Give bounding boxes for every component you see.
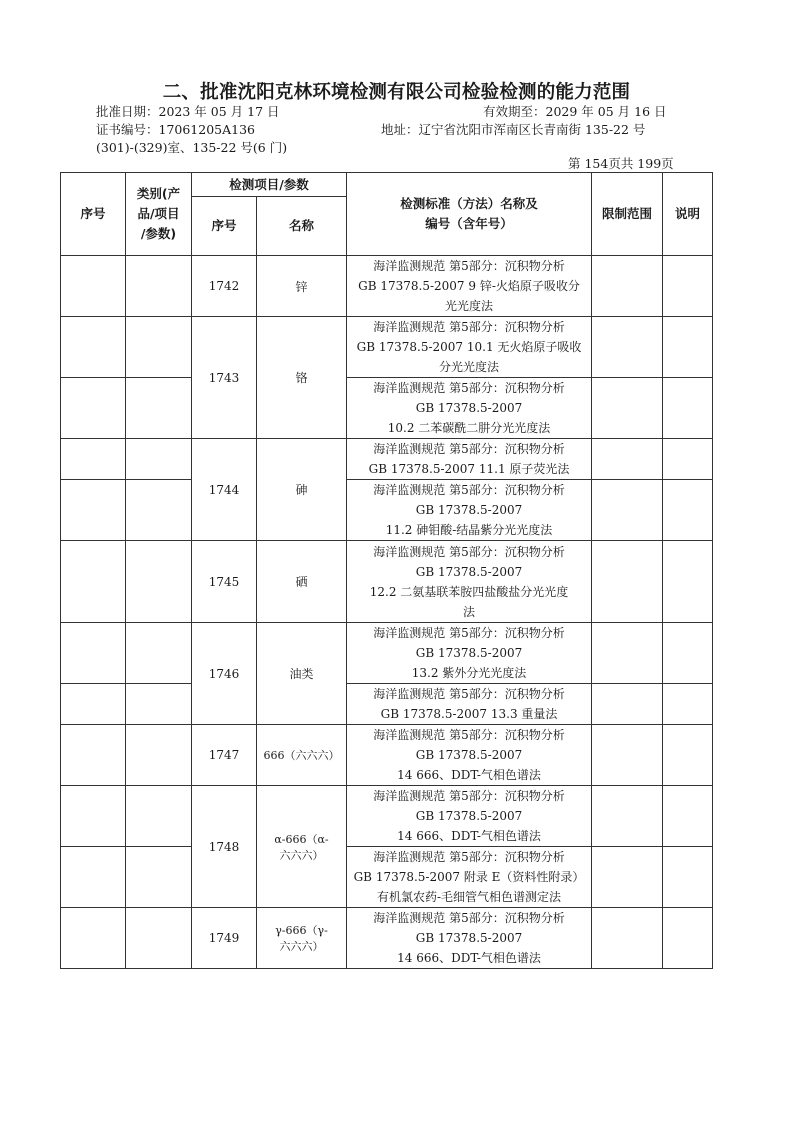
item-name: 砷 bbox=[257, 439, 347, 541]
table-row bbox=[61, 480, 713, 541]
table-row bbox=[61, 725, 713, 786]
table-row bbox=[61, 786, 713, 847]
table-row bbox=[61, 541, 713, 623]
cert-number: 证书编号：17061205A136 bbox=[96, 122, 256, 137]
header-note: 说明 bbox=[663, 173, 713, 256]
item-name: γ-666（γ- 六六六） bbox=[257, 908, 347, 969]
address-continued: (301)-(329)室、135-22 号(6 门) bbox=[96, 140, 288, 155]
approve-date: 批准日期：2023 年 05 月 17 日 bbox=[96, 104, 280, 119]
item-name: 油类 bbox=[257, 623, 347, 725]
item-name: 锌 bbox=[257, 256, 347, 317]
item-name: 666（六六六） bbox=[257, 725, 347, 786]
item-name: 硒 bbox=[257, 541, 347, 623]
header-seq: 序号 bbox=[61, 173, 126, 256]
capability-table bbox=[60, 172, 713, 969]
table-row bbox=[61, 378, 713, 439]
page-title: 二、批准沈阳克林环境检测有限公司检验检测的能力范围 bbox=[162, 82, 631, 103]
table-row bbox=[61, 256, 713, 317]
standard-cell: 海洋监测规范 第5部分：沉积物分析 GB 17378.5-2007 12.2 二氨基联苯胺四盐酸盐分光光度 法 bbox=[347, 541, 592, 623]
header-item-no: 序号 bbox=[192, 197, 257, 256]
page-info: 第 154页共 199页 bbox=[568, 156, 674, 171]
table-row bbox=[61, 439, 713, 480]
table-row bbox=[61, 317, 713, 378]
valid-until: 有效期至：2029 年 05 月 16 日 bbox=[483, 104, 667, 119]
standard-cell: 海洋监测规范 第5部分：沉积物分析 GB 17378.5-2007 14 666、DDT-气相色谱法 bbox=[347, 786, 592, 847]
item-no: 1749 bbox=[192, 908, 257, 969]
header-category: 类别(产 品/项目 /参数) bbox=[126, 173, 192, 256]
item-no: 1747 bbox=[192, 725, 257, 786]
header-standard: 检测标准（方法）名称及 编号（含年号） bbox=[347, 173, 592, 256]
table-row bbox=[61, 847, 713, 908]
item-no: 1743 bbox=[192, 317, 257, 439]
standard-cell: 海洋监测规范 第5部分：沉积物分析 GB 17378.5-2007 11.2 砷钼酸-结晶紫分光光度法 bbox=[347, 480, 592, 541]
standard-cell: 海洋监测规范 第5部分：沉积物分析 GB 17378.5-2007 9 锌-火焰原子吸收分 光光度法 bbox=[347, 256, 592, 317]
header-item-group: 检测项目/参数 bbox=[192, 173, 347, 197]
address: 地址：辽宁省沈阳市浑南区长青南街 135-22 号 bbox=[381, 122, 646, 137]
standard-cell: 海洋监测规范 第5部分：沉积物分析 GB 17378.5-2007 14 666、DDT-气相色谱法 bbox=[347, 908, 592, 969]
standard-cell: 海洋监测规范 第5部分：沉积物分析 GB 17378.5-2007 11.1 原子荧光法 bbox=[347, 439, 592, 480]
standard-cell: 海洋监测规范 第5部分：沉积物分析 GB 17378.5-2007 10.1 无火焰原子吸收 分光光度法 bbox=[347, 317, 592, 378]
table-row bbox=[61, 684, 713, 725]
standard-cell: 海洋监测规范 第5部分：沉积物分析 GB 17378.5-2007 附录 E（资料性附录） 有机氯农药-毛细管气相色谱测定法 bbox=[347, 847, 592, 908]
item-name: α-666（α- 六六六） bbox=[257, 786, 347, 908]
item-name: 铬 bbox=[257, 317, 347, 439]
table-row bbox=[61, 623, 713, 684]
standard-cell: 海洋监测规范 第5部分：沉积物分析 GB 17378.5-2007 10.2 二苯碳酰二肼分光光度法 bbox=[347, 378, 592, 439]
item-no: 1742 bbox=[192, 256, 257, 317]
standard-cell: 海洋监测规范 第5部分：沉积物分析 GB 17378.5-2007 14 666、DDT-气相色谱法 bbox=[347, 725, 592, 786]
header-limit: 限制范围 bbox=[592, 173, 663, 256]
standard-cell: 海洋监测规范 第5部分：沉积物分析 GB 17378.5-2007 13.2 紫外分光光度法 bbox=[347, 623, 592, 684]
standard-cell: 海洋监测规范 第5部分：沉积物分析 GB 17378.5-2007 13.3 重量法 bbox=[347, 684, 592, 725]
item-no: 1745 bbox=[192, 541, 257, 623]
item-no: 1746 bbox=[192, 623, 257, 725]
header-item-name: 名称 bbox=[257, 197, 347, 256]
item-no: 1744 bbox=[192, 439, 257, 541]
table-row bbox=[61, 908, 713, 969]
item-no: 1748 bbox=[192, 786, 257, 908]
